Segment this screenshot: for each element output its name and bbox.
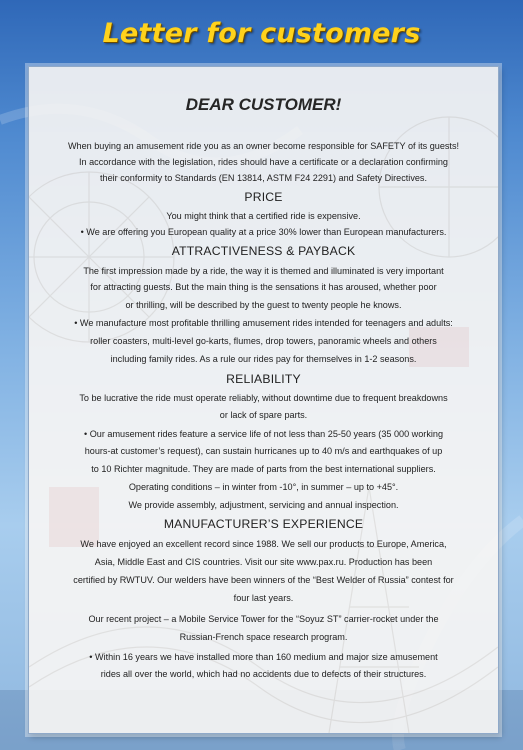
section-heading-reliability: RELIABILITY [226, 372, 301, 386]
experience-line: • Within 16 years we have installed more than 160 medium and major size amusement [89, 652, 438, 662]
experience-line: Our recent project – a Mobile Service Tower for the “Soyuz ST” carrier-rocket under the [88, 614, 439, 624]
reliability-line: • Our amusement rides feature a service life of not less than 25-50 years (35 000 working [83, 429, 444, 439]
reliability-line: or lack of spare parts. [219, 410, 308, 420]
experience-line: Russian-French space research program. [179, 632, 348, 642]
page-title: Letter for customers [102, 18, 421, 49]
letter-content [29, 67, 498, 733]
attractiveness-line: The first impression made by a ride, the way it is themed and illuminated is very important [83, 266, 444, 276]
reliability-line: hours-at customer’s request), can sustain hurricanes up to 40 m/s and earthquakes of up [84, 446, 443, 456]
price-line: You might think that a certified ride is expensive. [166, 211, 361, 221]
reliability-line: We provide assembly, adjustment, servicing and annual inspection. [128, 500, 399, 510]
price-line: • We are offering you European quality at a price 30% lower than European manufacturers. [80, 227, 447, 237]
section-heading-attractiveness: ATTRACTIVENESS & PAYBACK [171, 244, 356, 258]
attractiveness-line: roller coasters, multi-level go-karts, flumes, drop towers, panoramic wheels and others [90, 336, 437, 346]
experience-line: four last years. [233, 593, 294, 603]
reliability-line: Operating conditions – in winter from -10°, in summer – up to +45°. [128, 482, 399, 492]
attractiveness-line: including family rides. As a rule our rides pay for themselves in 1-2 seasons. [110, 354, 417, 364]
intro-line: In accordance with the legislation, rides should have a certificate or a declaration confirming [78, 157, 448, 167]
experience-line: certified by RWTUV. Our welders have been winners of the “Best Welder of Russia” contest for [73, 575, 454, 585]
letter-panel [28, 66, 499, 734]
experience-line: We have enjoyed an excellent record since 1988. We sell our products to Europe, America, [80, 539, 447, 549]
reliability-line: To be lucrative the ride must operate reliably, without downtime due to frequent breakdowns [79, 393, 448, 403]
reliability-line: to 10 Richter magnitude. They are made of parts from the best international suppliers. [91, 464, 436, 474]
experience-line: Asia, Middle East and CIS countries. Visit our site www.pax.ru. Production has been [94, 557, 433, 567]
attractiveness-line: for attracting guests. But the main thing is the sensations it has aroused, whether poor [90, 282, 437, 292]
experience-line: rides all over the world, which had no accidents due to defects of their structures. [100, 669, 427, 679]
intro-line: their conformity to Standards (EN 13814, ASTM F24 2291) and Safety Directives. [99, 173, 428, 183]
attractiveness-line: • We manufacture most profitable thrilling amusement rides intended for teenagers and adults: [74, 318, 453, 328]
section-heading-price: PRICE [244, 190, 283, 204]
attractiveness-line: or thrilling, will be described by the guest to twenty people he knows. [125, 300, 402, 310]
section-heading-experience: MANUFACTURER’S EXPERIENCE [163, 517, 364, 531]
letter-greeting: DEAR CUSTOMER! [185, 95, 342, 114]
intro-line: When buying an amusement ride you as an owner become responsible for SAFETY of its guests! [67, 141, 460, 151]
